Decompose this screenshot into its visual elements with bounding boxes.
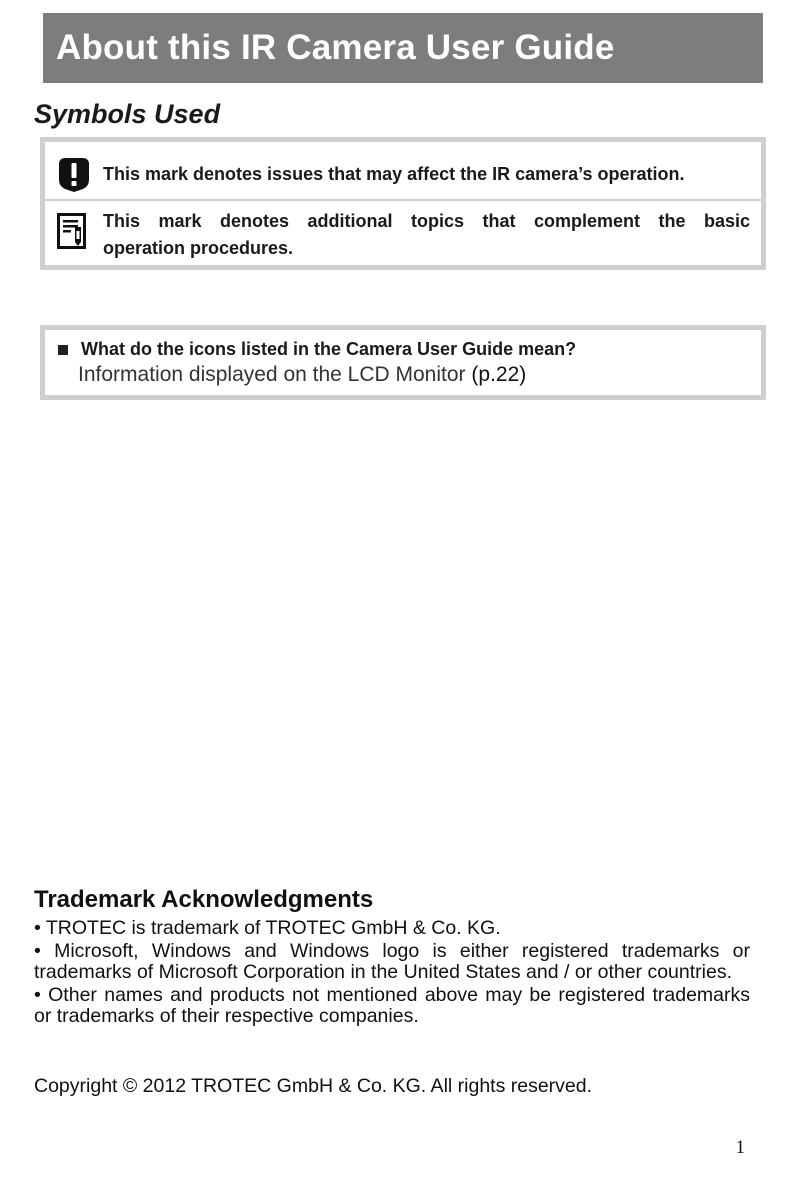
symbol-memo-text-line2: operation procedures.	[103, 238, 294, 258]
symbol-caution-text: This mark denotes issues that may affect the IR camera’s operation.	[103, 164, 685, 184]
icons-question-text: What do the icons listed in the Camera User Guide mean?	[81, 339, 577, 359]
page-title: About this IR Camera User Guide	[56, 28, 615, 67]
symbol-memo-text-line1: This mark denotes additional topics that complement the basic	[103, 211, 750, 231]
symbols-box	[40, 137, 766, 270]
icons-info-text: Information displayed on the LCD Monitor	[78, 363, 466, 386]
symbol-row-caution	[45, 142, 761, 201]
square-bullet-icon	[58, 345, 68, 355]
trademark-list	[34, 918, 750, 1029]
icons-page-ref[interactable]: (p.22)	[471, 363, 527, 386]
symbol-row-memo	[45, 201, 761, 265]
caution-icon	[57, 156, 91, 197]
icons-note-box	[40, 325, 766, 400]
trademark-item: • Other names and products not mentioned above may be registered trademarks or trademarks of their respective companies.	[34, 984, 750, 1027]
copyright-notice: Copyright © 2012 TROTEC GmbH & Co. KG. All rights reserved.	[34, 1075, 593, 1097]
trademark-item: • Microsoft, Windows and Windows logo is either registered trademarks or trademarks of Microsoft Corporation in the United States and / or other countries.	[34, 940, 750, 983]
title-bar	[43, 13, 763, 83]
symbols-heading: Symbols Used	[34, 99, 221, 129]
icons-info	[78, 363, 526, 387]
trademark-heading: Trademark Acknowledgments	[34, 886, 374, 913]
memo-icon	[57, 213, 87, 254]
symbol-memo-text	[103, 208, 750, 262]
trademark-item: • TROTEC is trademark of TROTEC GmbH & Co. KG.	[34, 917, 501, 939]
page-number: 1	[735, 1137, 745, 1158]
icons-question	[58, 339, 576, 360]
